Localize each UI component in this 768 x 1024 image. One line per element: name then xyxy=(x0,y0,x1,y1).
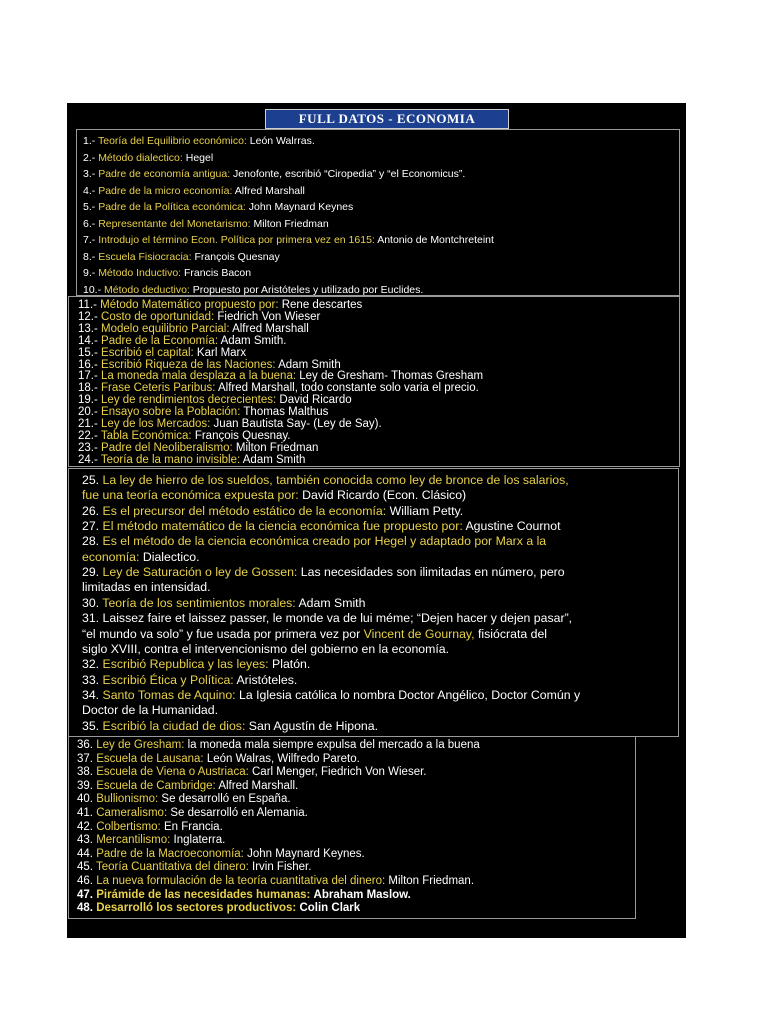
item-topic: La nueva formulación de la teoría cuantitativa del dinero: xyxy=(96,875,386,887)
text-line xyxy=(82,565,565,580)
text-line xyxy=(82,580,211,595)
item-topic: Mercantilismo: xyxy=(96,834,171,847)
list-item xyxy=(77,834,225,847)
item-number: 16.- xyxy=(78,358,98,371)
item-answer: Alfred Marshall xyxy=(232,322,309,335)
list-item xyxy=(83,284,423,297)
item-answer: Karl Marx xyxy=(196,346,247,359)
text-segment: La ley de hierro de los sueldos, también conocida como ley de bronce de los salarios, xyxy=(102,473,569,487)
text-segment: 30. xyxy=(82,595,103,610)
item-answer: Alfred Marshall, todo constante solo varia el precio. xyxy=(218,382,479,395)
item-topic: Escuela de Lausana: xyxy=(96,752,204,765)
list-item xyxy=(77,807,308,820)
list-item xyxy=(83,185,305,198)
item-topic: Escuela de Cambridge: xyxy=(96,779,216,792)
list-item xyxy=(77,780,298,793)
item-answer: Rene descartes xyxy=(281,299,363,311)
item-answer: Hegel xyxy=(185,151,214,164)
list-item xyxy=(83,234,494,247)
item-answer: François Quesnay xyxy=(194,250,280,263)
list-item xyxy=(78,323,309,335)
list-item xyxy=(83,201,353,214)
item-number: 40. xyxy=(77,793,93,806)
page-title: FULL DATOS - ECONOMIA xyxy=(265,109,509,129)
text-segment: Adam Smith xyxy=(298,595,366,610)
item-answer: John Maynard Keynes xyxy=(248,201,354,213)
list-item xyxy=(77,902,360,915)
item-topic: Padre de la Política económica: xyxy=(98,201,246,213)
text-segment: Santo Tomas de Aquino: xyxy=(102,687,240,702)
item-topic: La moneda mala desplaza a la buena: xyxy=(101,370,297,383)
item-answer: Fiedrich Von Wieser xyxy=(217,310,321,323)
item-topic: Ley de los Mercados: xyxy=(101,418,211,430)
item-answer: Adam Smith xyxy=(278,358,341,371)
item-answer: Propuesto por Aristóteles y utilizado por Euclides. xyxy=(192,283,424,296)
list-item xyxy=(83,135,315,148)
list-item xyxy=(78,406,328,418)
text-segment: El método matemático de la ciencia económica fue propuesto por: xyxy=(102,519,466,534)
text-segment: 27. xyxy=(82,519,103,534)
text-segment: David Ricardo (Econ. Clásico) xyxy=(302,488,467,503)
text-line xyxy=(82,550,200,565)
item-answer: En Francia. xyxy=(163,820,223,833)
item-number: 18.- xyxy=(78,382,98,395)
text-segment: 33. xyxy=(82,672,103,687)
text-segment: Escribió Ética y Política: xyxy=(102,672,237,687)
item-topic: Introdujo el término Econ. Política por primera vez en 1615: xyxy=(98,234,375,246)
text-segment: Dialectico. xyxy=(142,549,200,564)
item-topic: Teoría del Equilibrio económico: xyxy=(98,135,247,147)
item-number: 13.- xyxy=(78,322,98,335)
text-line xyxy=(82,488,466,503)
item-answer: Carl Menger, Fiedrich Von Wieser. xyxy=(252,766,427,779)
item-topic: Escuela de Viena o Austriaca: xyxy=(96,766,249,779)
item-answer: Inglaterra. xyxy=(173,834,226,847)
item-number: 2.- xyxy=(83,151,96,164)
list-item xyxy=(77,793,291,806)
text-segment: fue una teoría económica expuesta por: xyxy=(82,488,303,503)
item-number: 1.- xyxy=(83,135,96,147)
item-topic: Escuela Fisiocracia: xyxy=(98,250,192,263)
item-answer: León Walras, Wilfredo Pareto. xyxy=(206,752,360,765)
list-item xyxy=(78,311,320,323)
text-segment: 28. xyxy=(82,534,103,549)
item-number: 20.- xyxy=(78,406,98,419)
text-segment: Es el precursor del método estático de la economía: xyxy=(102,503,390,518)
list-item xyxy=(78,359,341,371)
item-number: 47. xyxy=(77,888,93,901)
item-number: 45. xyxy=(77,861,93,874)
item-answer: Adam Smith xyxy=(242,453,306,466)
item-number: 17.- xyxy=(78,370,98,383)
list-item xyxy=(78,382,479,394)
item-answer: la moneda mala siempre expulsa del mercado a la buena xyxy=(187,739,480,751)
list-item xyxy=(78,418,382,430)
text-line xyxy=(82,473,569,488)
list-item xyxy=(77,739,480,752)
item-topic: Método Inductivo: xyxy=(98,267,182,279)
item-number: 6.- xyxy=(83,217,96,230)
item-answer: Ley de Gresham- Thomas Gresham xyxy=(299,370,484,383)
item-answer: Irvin Fisher. xyxy=(252,861,312,874)
text-segment: 32. xyxy=(82,657,103,672)
item-number: 10.- xyxy=(83,283,102,296)
list-item xyxy=(78,430,290,442)
item-number: 44. xyxy=(77,847,93,860)
text-line xyxy=(82,719,378,734)
item-number: 12.- xyxy=(78,310,98,323)
list-item xyxy=(83,251,280,264)
list-item xyxy=(78,394,352,406)
item-number: 9.- xyxy=(83,267,96,279)
text-line xyxy=(82,673,297,688)
list-item xyxy=(77,848,365,861)
text-line xyxy=(82,504,463,519)
text-segment: William Petty. xyxy=(389,503,464,518)
item-number: 7.- xyxy=(83,234,96,246)
item-number: 5.- xyxy=(83,201,96,213)
list-item xyxy=(83,218,329,231)
item-answer: Se desarrolló en Alemania. xyxy=(170,807,308,819)
item-answer: Milton Friedman xyxy=(235,441,319,454)
list-item xyxy=(77,753,360,766)
item-topic: Pirámide de las necesidades humanas: xyxy=(96,888,311,901)
item-topic: Tabla Económica: xyxy=(100,429,192,442)
item-answer: Francis Bacon xyxy=(184,267,252,279)
text-segment: Ley de Saturación o ley de Gossen: xyxy=(102,565,301,580)
item-answer: David Ricardo xyxy=(279,394,352,407)
text-segment: Vincent de Gournay, xyxy=(363,626,475,641)
text-segment: Platón. xyxy=(272,657,311,672)
item-answer: Alfred Marshall. xyxy=(218,779,299,792)
item-answer: Adam Smith. xyxy=(220,334,287,347)
text-segment: 31. Laissez faire et laissez passer, le monde va de lui méme; “Dejen hacer y dejen pasar”, xyxy=(82,611,573,626)
item-topic: Escribió Riqueza de las Naciones: xyxy=(101,358,276,371)
item-topic: Padre de la Macroeconomía: xyxy=(96,847,244,860)
list-item xyxy=(83,168,465,181)
item-answer: Alfred Marshall xyxy=(234,184,305,197)
item-number: 46. xyxy=(77,875,93,887)
item-number: 39. xyxy=(77,779,93,792)
panel-items-25-35 xyxy=(68,468,679,737)
item-topic: Bullionismo: xyxy=(96,793,159,806)
item-answer: Colin Clark xyxy=(299,902,361,915)
item-number: 3.- xyxy=(83,168,96,180)
item-topic: Padre de economía antigua: xyxy=(98,168,231,180)
item-topic: Representante del Monetarismo: xyxy=(98,217,251,230)
item-topic: Cameralismo: xyxy=(96,807,168,819)
item-answer: Juan Bautista Say- (Ley de Say). xyxy=(213,418,382,430)
item-topic: Frase Ceteris Paribus: xyxy=(101,382,216,395)
text-segment: Aristóteles. xyxy=(236,672,298,687)
item-topic: Ensayo sobre la Población: xyxy=(101,406,241,419)
item-number: 15.- xyxy=(78,346,98,359)
list-item xyxy=(77,889,411,902)
item-number: 11.- xyxy=(78,299,97,311)
item-topic: Escribió el capital: xyxy=(101,346,194,359)
text-segment: 26. xyxy=(82,503,103,518)
text-segment: economía: xyxy=(82,549,143,564)
item-answer: León Walrras. xyxy=(249,135,315,147)
list-item xyxy=(77,861,311,874)
text-segment: Teoría de los sentimientos morales: xyxy=(102,595,299,610)
panel-items-36-48 xyxy=(68,736,636,919)
item-topic: Modelo equilibrio Parcial: xyxy=(101,322,230,335)
text-line xyxy=(82,703,218,718)
item-number: 37. xyxy=(77,752,93,765)
item-answer: Abraham Maslow. xyxy=(313,888,411,901)
item-topic: Padre de la Economía: xyxy=(101,334,219,347)
text-line xyxy=(82,657,310,672)
item-topic: Teoría Cuantitativa del dinero: xyxy=(96,861,249,874)
item-number: 23.- xyxy=(78,441,98,454)
text-segment: siglo XVIII, contra el intervencionismo del gobierno en la economía. xyxy=(82,641,450,656)
item-number: 24.- xyxy=(78,453,98,466)
list-item xyxy=(77,766,427,779)
item-topic: Padre del Neoliberalismo: xyxy=(101,441,233,454)
item-topic: Método dialectico: xyxy=(98,151,183,164)
panel-items-11-24 xyxy=(68,296,680,467)
item-topic: Colbertismo: xyxy=(96,820,161,833)
item-answer: Jenofonte, escribió “Ciropedia” y “el Economicus”. xyxy=(233,168,466,180)
text-line xyxy=(82,596,365,611)
text-segment: 34. xyxy=(82,687,103,702)
item-number: 42. xyxy=(77,820,93,833)
text-segment: 35. xyxy=(82,718,103,733)
item-number: 38. xyxy=(77,766,93,779)
item-number: 21.- xyxy=(78,418,98,430)
item-number: 48. xyxy=(77,902,93,915)
list-item xyxy=(78,442,318,454)
item-number: 41. xyxy=(77,807,93,819)
text-segment: Las necesidades son ilimitadas en número, pero xyxy=(300,565,565,580)
text-line xyxy=(82,627,547,642)
text-segment: Doctor de la Humanidad. xyxy=(82,703,219,718)
list-item xyxy=(78,347,246,359)
item-answer: Milton Friedman. xyxy=(388,875,475,887)
item-answer: Thomas Malthus xyxy=(243,406,329,419)
text-line xyxy=(82,642,449,657)
item-answer: Milton Friedman xyxy=(253,217,329,230)
item-topic: Método deductivo: xyxy=(104,283,190,296)
item-number: 43. xyxy=(77,834,93,847)
text-segment: Agustine Cournot xyxy=(465,519,561,534)
item-topic: Desarrolló los sectores productivos: xyxy=(96,902,297,915)
text-line xyxy=(82,519,561,534)
list-item xyxy=(77,821,223,834)
item-answer: Se desarrolló en España. xyxy=(161,793,291,806)
item-number: 4.- xyxy=(83,184,96,197)
list-item xyxy=(77,875,474,888)
item-answer: John Maynard Keynes. xyxy=(247,847,365,860)
item-answer: Antonio de Montchreteint xyxy=(377,234,494,246)
text-segment: 29. xyxy=(82,565,103,580)
list-item xyxy=(78,370,483,382)
text-line xyxy=(82,534,546,549)
item-topic: Ley de rendimientos decrecientes: xyxy=(101,394,277,407)
item-answer: François Quesnay. xyxy=(194,429,291,442)
item-number: 22.- xyxy=(78,429,98,442)
list-item xyxy=(78,299,362,311)
item-number: 8.- xyxy=(83,250,96,263)
panel-items-1-10 xyxy=(76,129,680,296)
text-segment: fisiócrata del xyxy=(474,626,548,641)
item-topic: Costo de oportunidad: xyxy=(101,310,215,323)
item-topic: Padre de la micro economía: xyxy=(98,184,233,197)
text-segment: 25. xyxy=(82,473,103,487)
list-item xyxy=(83,152,213,165)
list-item xyxy=(83,267,251,280)
item-number: 19.- xyxy=(78,394,98,407)
item-number: 14.- xyxy=(78,334,98,347)
text-segment: limitadas en intensidad. xyxy=(82,580,211,595)
text-segment: San Agustín de Hipona. xyxy=(248,718,379,733)
item-number: 36. xyxy=(77,739,93,751)
text-segment: La Iglesia católica lo nombra Doctor Angélico, Doctor Común y xyxy=(239,687,581,702)
text-segment: Es el método de la ciencia económica creado por Hegel y adaptado por Marx a la xyxy=(102,534,547,549)
list-item xyxy=(78,454,305,466)
text-line xyxy=(82,611,572,626)
item-topic: Teoría de la mano invisible: xyxy=(100,453,241,466)
text-segment: “el mundo va solo” y fue usada por primera vez por xyxy=(82,626,364,641)
text-line xyxy=(82,688,580,703)
text-segment: Escribió Republica y las leyes: xyxy=(102,657,273,672)
list-item xyxy=(78,335,286,347)
text-segment: Escribió la ciudad de dios: xyxy=(102,718,249,733)
item-topic: Método Matemático propuesto por: xyxy=(100,299,279,311)
item-topic: Ley de Gresham: xyxy=(96,739,185,751)
